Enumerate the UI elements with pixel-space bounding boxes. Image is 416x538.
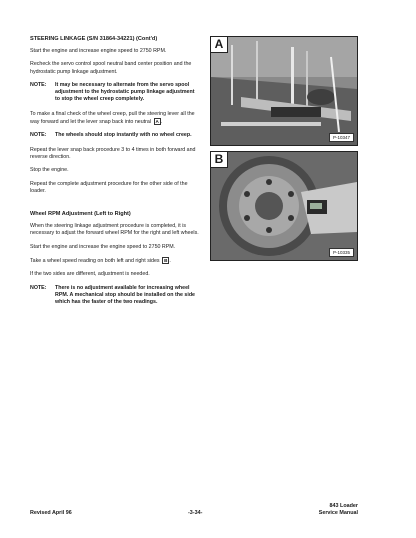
punctuation: . bbox=[169, 258, 171, 265]
paragraph bbox=[30, 111, 200, 127]
note-label: NOTE: bbox=[30, 81, 47, 88]
paragraph: Stop the engine. bbox=[30, 167, 69, 174]
figure-a-id: P-10347 bbox=[329, 133, 354, 142]
note-text: It may be necessary to alternate from the servo spool adjustment to the hydrostatic pump linkage adjustment to stop the wheel creep completely. bbox=[55, 81, 195, 103]
wheel-illustration bbox=[211, 152, 357, 260]
paragraph: Recheck the servo control spool neutral band center position and the hydrostatic pump linkage adjustment. bbox=[30, 61, 192, 75]
note-block bbox=[30, 285, 200, 307]
paragraph: If the two sides are different, adjustment is needed. bbox=[30, 271, 150, 278]
figure-b-label: B bbox=[211, 152, 228, 168]
section-heading: STEERING LINKAGE (S/N 31864-34221) (Cont'd) bbox=[30, 36, 158, 42]
note-block bbox=[30, 132, 200, 139]
figure-ref-a: A bbox=[155, 119, 159, 125]
text-column bbox=[30, 36, 200, 314]
footer-model: 843 Loader bbox=[329, 503, 358, 509]
figure-a-label: A bbox=[211, 37, 228, 53]
paragraph: When the steering linkage adjustment procedure is completed, it is necessary to adjust the forward wheel RPM for the right and left wheels. bbox=[30, 223, 199, 237]
note-block bbox=[30, 82, 200, 104]
figure-b-photo bbox=[210, 151, 358, 261]
linkage-illustration bbox=[211, 37, 357, 145]
paragraph-text: Take a wheel speed reading on both left and right sides bbox=[30, 258, 160, 265]
note-label: NOTE: bbox=[30, 284, 47, 291]
footer-revised: Revised April 96 bbox=[30, 510, 72, 516]
paragraph: Repeat the complete adjustment procedure for the other side of the loader. bbox=[30, 180, 188, 194]
note-text: The wheels should stop instantly with no wheel creep. bbox=[55, 132, 192, 139]
subsection-heading: Wheel RPM Adjustment (Left to Right) bbox=[30, 211, 131, 218]
footer-manual-title bbox=[319, 503, 358, 517]
paragraph bbox=[30, 257, 200, 265]
note-text: There is no adjustment available for increasing wheel RPM. A mechanical stop should be installed on the side which has the faster of the two readings. bbox=[55, 284, 195, 306]
figure-a-photo bbox=[210, 36, 358, 146]
figure-ref-b: B bbox=[164, 258, 168, 264]
paragraph-text: To make a final check of the wheel creep, pull the steering lever all the way forward and let the lever snap back into neutral bbox=[30, 110, 195, 126]
footer-manual: Service Manual bbox=[318, 510, 358, 517]
paragraph: Repeat the lever snap back procedure 3 to 4 times in both forward and reverse direction. bbox=[30, 146, 196, 160]
note-label: NOTE: bbox=[30, 132, 47, 139]
figure-b-id: P-10335 bbox=[329, 248, 354, 257]
paragraph: Start the engine and increase the engine speed to 2750 RPM. bbox=[30, 243, 176, 250]
paragraph: Start the engine and increase engine speed to 2750 RPM. bbox=[30, 48, 167, 54]
punctuation: . bbox=[160, 119, 163, 126]
footer-page-number: -3-34- bbox=[188, 510, 203, 516]
